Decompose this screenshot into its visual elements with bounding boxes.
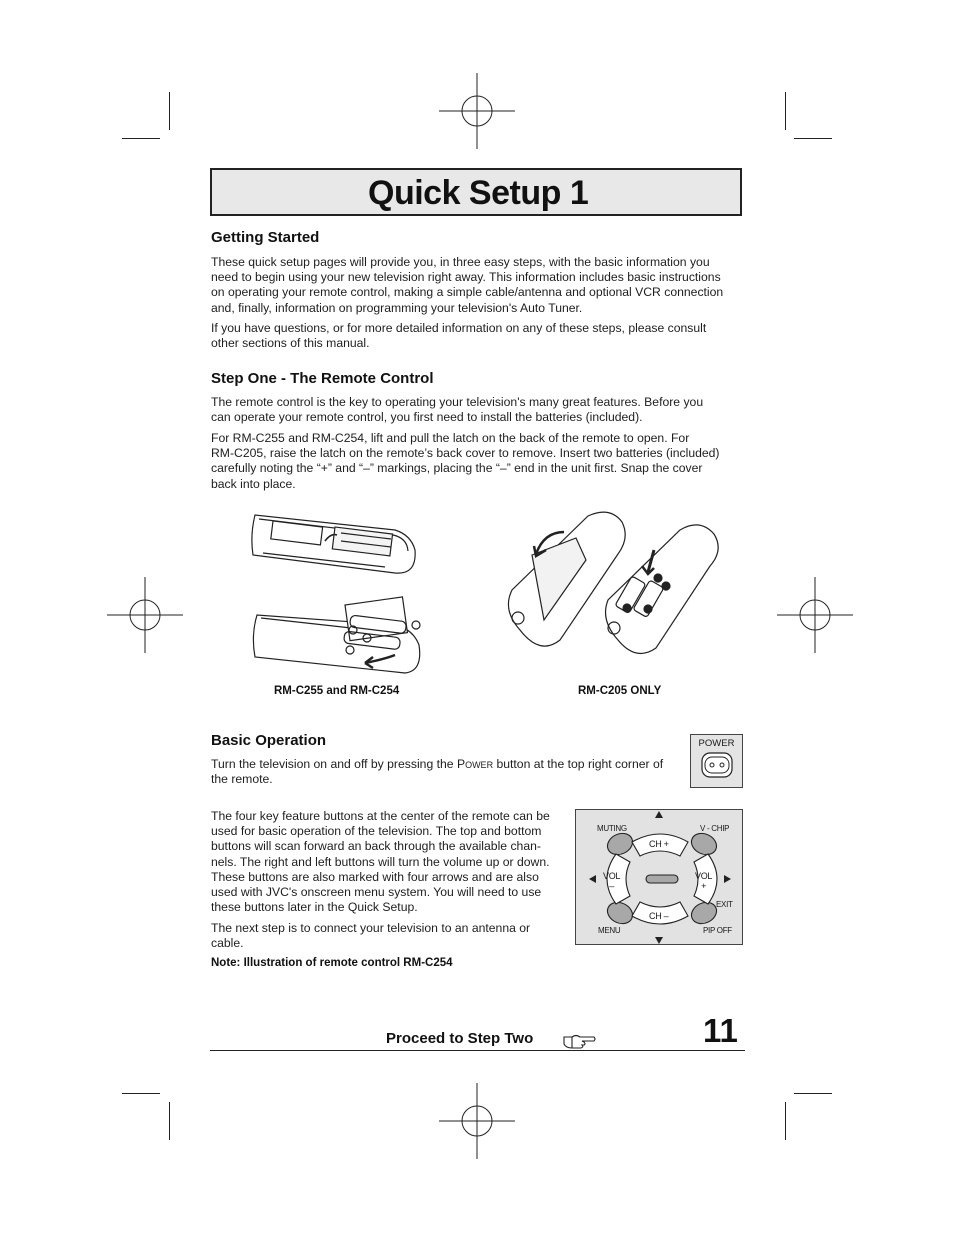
caption-rm-c255: RM-C255 and RM-C254 [274,685,400,697]
crop-mark [794,1093,832,1094]
power-label: POWER [698,738,735,749]
step-one-paragraph-1: The remote control is the key to operating your television's many great features. Before you can operate your remote control, you first need to install the batteries (included). [211,395,704,425]
crop-mark [169,92,170,130]
crop-mark [794,138,832,139]
crop-mark [122,1093,160,1094]
pointing-hand-icon [562,1032,596,1050]
pip-off-label: PIP OFF [703,926,732,935]
power-button-icon [701,752,733,778]
proceed-link[interactable]: Proceed to Step Two [386,1030,534,1047]
heading-basic-operation: Basic Operation [211,732,327,749]
crop-mark [785,1102,786,1140]
crop-mark [785,92,786,130]
muting-label: MUTING [597,824,627,833]
ch-up-label: CH + [649,839,669,849]
crop-mark [169,1102,170,1140]
registration-mark [439,73,515,149]
page-number: 11 [703,1012,738,1049]
registration-mark [107,577,183,653]
footer-rule [210,1050,745,1051]
registration-mark [439,1083,515,1159]
basic-operation-next-step-paragraph: The next step is to connect your television to an antenna or cable. [211,921,531,951]
remote-illustration-note: Note: Illustration of remote control RM-C254 [211,957,453,969]
remote-battery-illustration-c205 [500,510,728,660]
title-banner [210,168,742,216]
heading-step-one: Step One - The Remote Control [211,370,434,387]
remote-battery-illustration-c255 [245,505,425,677]
menu-label: MENU [598,926,621,935]
ch-down-label: CH – [649,911,669,921]
getting-started-paragraph-2: If you have questions, or for more detailed information on any of these steps, please consult other sections of this manual. [211,321,707,351]
basic-operation-power-paragraph: Turn the television on and off by pressing the Power button at the top right corner of the remote. [211,757,664,787]
registration-mark [777,577,853,653]
keypad-illustration [575,809,743,945]
v-chip-label: V - CHIP [700,824,730,833]
getting-started-paragraph-1: These quick setup pages will provide you, in three easy steps, with the basic information you need to begin using your new television right away. This information includes basic instructions on operating your remote control, making a simple cable/antenna and optional VCR connection and, finally, information on programming your television's Auto Tuner. [211,255,724,315]
exit-label: EXIT [716,900,733,909]
crop-mark [122,138,160,139]
power-button-panel [690,734,743,788]
page-title: Quick Setup 1 [368,174,589,212]
vol-down-label: VOL – [603,871,621,891]
caption-rm-c205: RM-C205 ONLY [578,685,662,697]
vol-up-label: VOL + [695,871,713,891]
basic-operation-keys-paragraph: The four key feature buttons at the center of the remote can be used for basic operation of the television. The top and bottom buttons will scan forward an back through the available chan- nels. The right and left buttons will turn the volume up or down. These buttons are also marked with four arrows and are also used with JVC's onscreen menu system. You will need to use these buttons later in the Quick Setup. [211,809,550,915]
heading-getting-started: Getting Started [211,229,320,246]
step-one-paragraph-2: For RM-C255 and RM-C254, lift and pull the latch on the back of the remote to open. For RM-C205, raise the latch on the remote’s back cover to remove. Insert two batteries (included) carefully noting the “+” and “–” markings, placing the “–” end in the unit first. Snap the cover back into place. [211,431,720,491]
